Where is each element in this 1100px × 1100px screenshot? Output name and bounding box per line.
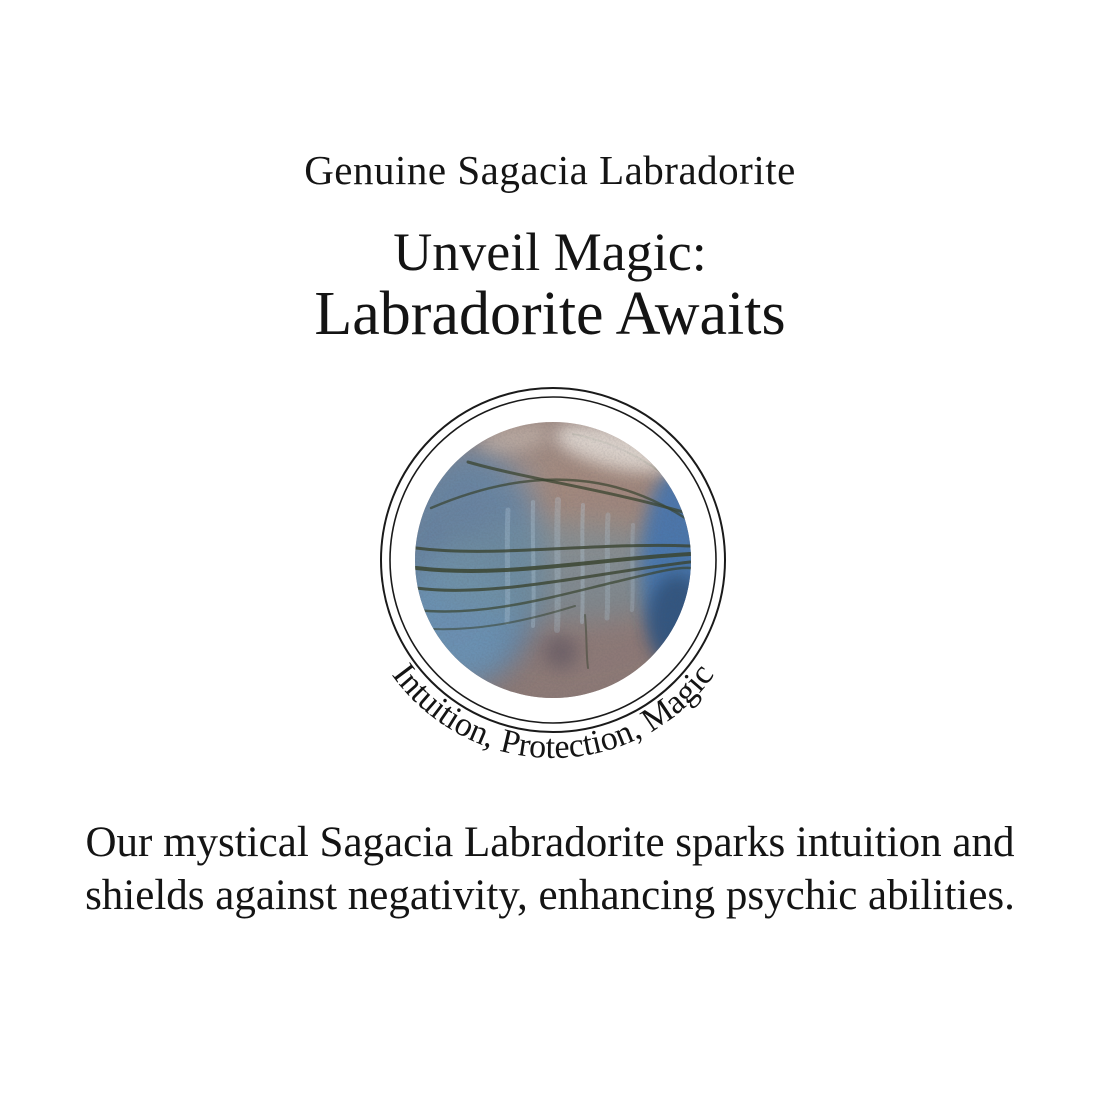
body-copy-line2: shields against negativity, enhancing psychic abilities. (85, 872, 1015, 919)
gemstone-emblem (338, 383, 768, 773)
brand-eyebrow: Genuine Sagacia Labradorite (304, 147, 796, 193)
curved-caption-text: Intuition, Protection, Magic (384, 656, 722, 767)
gem-grain-texture (413, 420, 693, 700)
gemstone-emblem-svg (338, 383, 768, 773)
labradorite-gem-image (390, 414, 721, 707)
body-copy (0, 816, 1100, 922)
body-copy-line1: Our mystical Sagacia Labradorite sparks intuition and (85, 819, 1015, 866)
page-title-line2: Labradorite Awaits (314, 280, 786, 348)
page-title-line1: Unveil Magic: (393, 222, 707, 282)
